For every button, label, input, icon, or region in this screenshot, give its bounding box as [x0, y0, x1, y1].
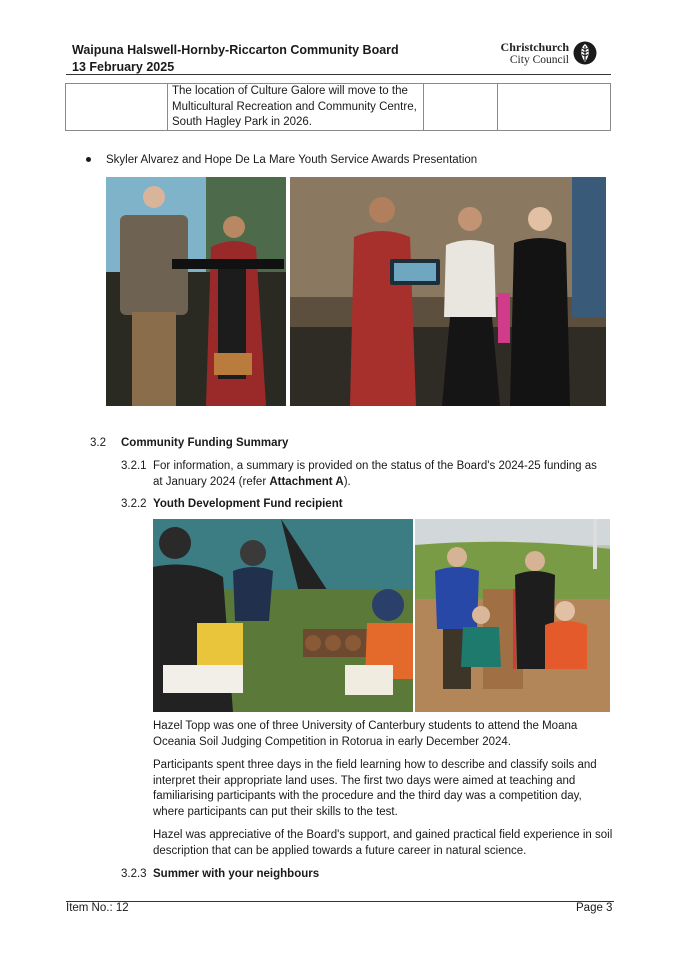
awards-photo-presentation [290, 177, 606, 406]
council-logo [497, 41, 599, 67]
document-header [72, 42, 399, 76]
logo-line2: City Council [509, 54, 569, 66]
soil-judging-photo-tent [153, 519, 413, 712]
soil-judging-photo-pit [415, 519, 610, 712]
paragraph-hazel: Hazel Topp was one of three University of Canterbury students to attend the Moana Oceania Soil Judging Competition in Rotorua in early December 2024. [153, 720, 578, 748]
item-number: Item No.: 12 [66, 902, 129, 914]
funding-summary-text-3: ). [343, 475, 351, 488]
funding-summary-text-2: at January 2024 (refer [153, 475, 270, 488]
bullet-text: Skyler Alvarez and Hope De La Mare Youth Service Awards Presentation [106, 154, 478, 166]
subsection-text [153, 459, 613, 490]
awards-photo-podium [106, 177, 286, 406]
section-number: 3.2 [90, 437, 106, 449]
subsection-title: Youth Development Fund recipient [153, 498, 343, 510]
header-rule [66, 74, 611, 75]
table-divider [423, 84, 424, 130]
page-number: Page 3 [576, 902, 613, 914]
footer-rule [66, 901, 614, 902]
logo-line1: Christchurch [500, 40, 569, 54]
attachment-reference: Attachment A [269, 475, 344, 488]
paragraph-participants: Participants spent three days in the field learning how to describe and classify soils and interpret their appropriate land uses. The first two days were aimed at teaching and familiarising participants with the procedure and the third day was a competition day, where participants can put their skills to the test. [153, 759, 597, 818]
table-divider [167, 84, 168, 130]
section-title: Community Funding Summary [121, 437, 289, 449]
table-cell-text: The location of Culture Galore will move to the Multicultural Recreation and Community Centre, South Hagley Park in 2026. [172, 85, 417, 128]
subsection-number: 3.2.2 [121, 498, 147, 510]
subsection-number: 3.2.1 [121, 460, 147, 472]
table-divider [497, 84, 498, 130]
meeting-date: 13 February 2025 [72, 60, 175, 74]
fern-logo-icon [573, 41, 597, 65]
bullet-dot [86, 157, 91, 162]
board-name: Waipuna Halswell-Hornby-Riccarton Community Board [72, 43, 399, 57]
subsection-number: 3.2.3 [121, 868, 147, 880]
paragraph-appreciation: Hazel was appreciative of the Board's support, and gained practical field experience in soil description that can be applied towards a future career in natural science. [153, 829, 613, 857]
subsection-title: Summer with your neighbours [153, 868, 320, 880]
funding-summary-text: For information, a summary is provided on the status of the Board's 2024-25 funding as [153, 460, 597, 472]
